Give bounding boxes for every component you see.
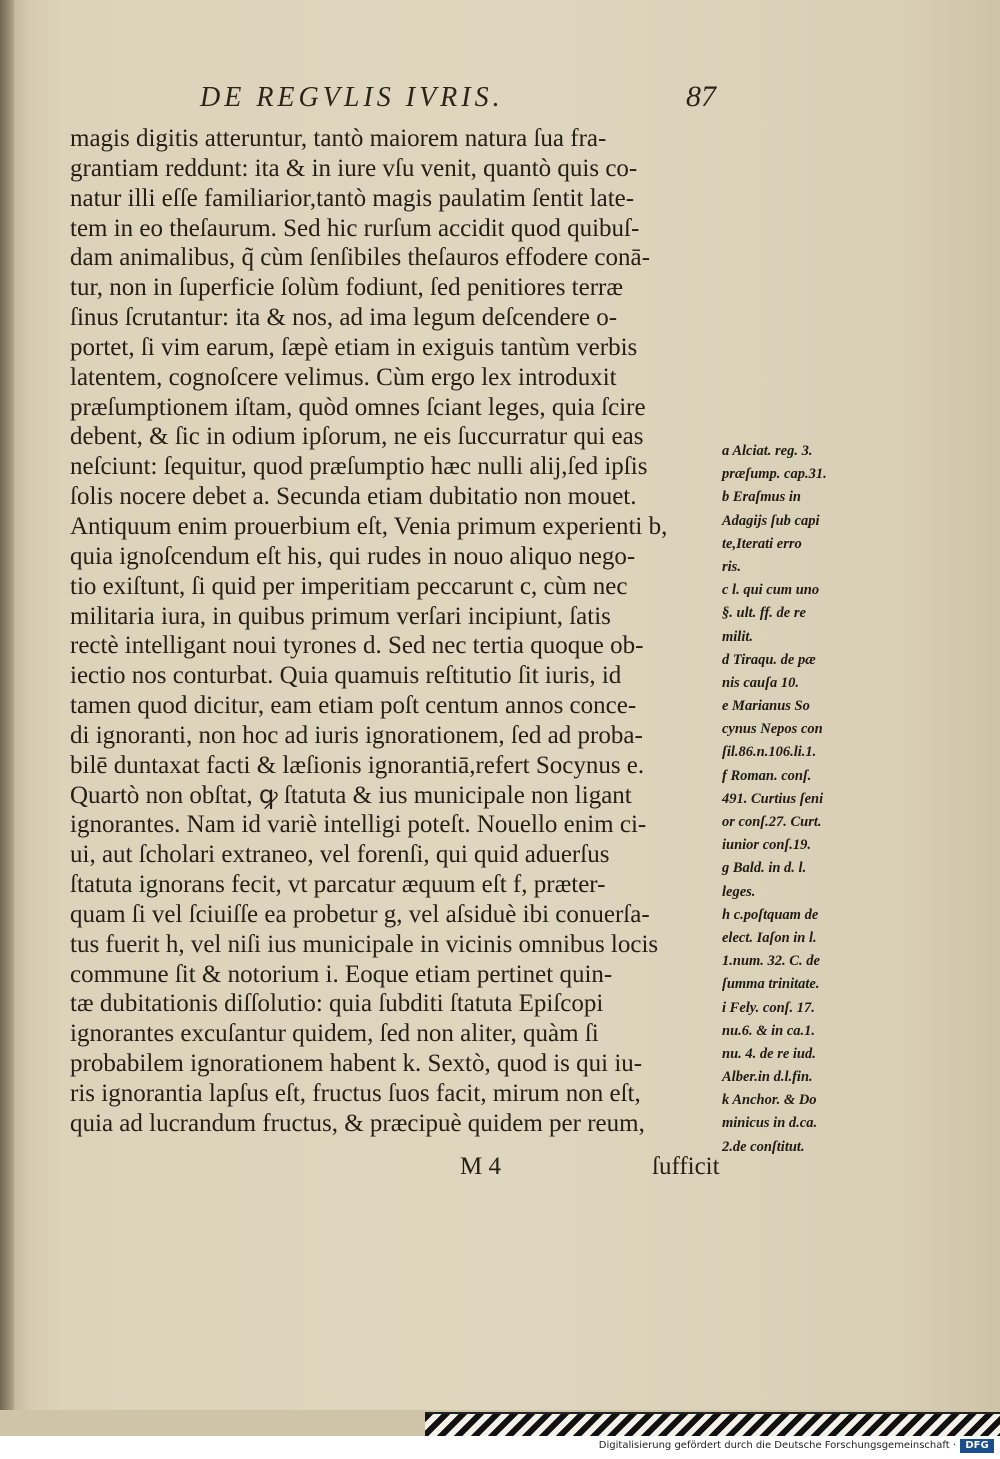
text-line: ui, aut ſcholari extraneo, vel forenſi, qui quid aduerſus (70, 841, 610, 869)
margin-note-line: milit. (722, 628, 754, 645)
text-line: Quartò non obſtat, ꝙ ſtatuta & ius municipale non ligant (70, 781, 632, 809)
text-line: ris ignorantia lapſus eſt, fructus ſuos facit, mirum non eſt, (70, 1080, 641, 1107)
text-line: iectio nos conturbat. Quia quamuis reſtitutio ſit iuris, id (70, 662, 622, 690)
margin-note-line: cynus Nepos con (722, 721, 823, 738)
margin-note-line: f Roman. conſ. (722, 767, 812, 784)
margin-note-line: minicus in d.ca. (722, 1115, 818, 1132)
margin-note-line: h c.poſtquam de (722, 906, 819, 923)
text-line: probabilem ignorationem habent k. Sextò, quod is qui iu- (70, 1050, 643, 1078)
margin-note-line: elect. Iaſon in l. (722, 929, 817, 946)
margin-note-line: g Bald. in d. l. (722, 860, 807, 877)
text-line: tæ dubitationis diſſolutio: quia ſubditi ſtatuta Epiſcopi (70, 990, 604, 1018)
margin-note-line: i Fely. conſ. 17. (722, 999, 815, 1016)
margin-note-line: ſil.86.n.106.li.1. (722, 744, 817, 761)
signature-mark: M 4 (460, 1153, 501, 1180)
margin-note-line: e Marianus So (722, 698, 810, 715)
margin-note-line: iunior conſ.19. (722, 837, 812, 854)
margin-note-line: c l. qui cum uno (722, 582, 820, 599)
marginal-notes (722, 440, 892, 1159)
text-line: quia ad lucrandum fructus, & præcipuè quidem per reum, (70, 1109, 645, 1137)
text-line: tus fuerit h, vel niſi ius municipale in vicinis omnibus locis (70, 930, 659, 958)
text-line: Antiquum enim prouerbium eſt, Venia primum experienti b, (70, 512, 668, 540)
text-line: tem in eo theſaurum. Sed hic rurſum accidit quod quibuſ- (70, 214, 640, 242)
margin-note-line: §. ult. ff. de re (722, 605, 806, 622)
text-line: latentem, cognoſcere velimus. Cùm ergo lex introduxit (70, 363, 617, 391)
text-line: di ignoranti, non hoc ad iuris ignorationem, ſed ad proba- (70, 721, 643, 749)
digitization-credit: Digitalisierung gefördert durch die Deutsche Forschungsgemeinschaft · (598, 1440, 956, 1451)
margin-note-line: d Tiraqu. de pæ (722, 651, 816, 668)
text-line: neſciunt: ſequitur, quod præſumptio hæc nulli alij,ſed ipſis (70, 453, 648, 481)
margin-note-line: k Anchor. & Do (722, 1092, 817, 1109)
page-foot-line (70, 1153, 725, 1183)
text-line: ſtatuta ignorans fecit, vt parcatur æquum eſt f, præter- (70, 871, 606, 899)
margin-note-line: te,Iterati erro (722, 535, 802, 552)
text-line: dam animalibus, q̃ cùm ſenſibiles theſauros effodere conā- (70, 244, 650, 272)
margin-note-line: b Eraſmus in (722, 489, 801, 506)
running-title: DE REGVLIS IVRIS. (200, 82, 504, 113)
text-line: bilē duntaxat facti & læſionis ignorantiā,refert Socynus e. (70, 751, 645, 779)
margin-note-line: leges. (722, 883, 756, 900)
text-line: tamen quod dicitur, eam etiam poſt centum annos conce- (70, 692, 637, 720)
text-line: ignorantes excuſantur quidem, ſed non aliter, quàm ſi (70, 1020, 599, 1048)
text-line: commune ſit & notorium i. Eoque etiam pertinet quin- (70, 960, 613, 988)
text-line: portet, ſi vim earum, ſæpè etiam in exiguis tantùm verbis (70, 333, 638, 361)
margin-note-line: nu. 4. de re iud. (722, 1045, 816, 1062)
text-line: ignorantes. Nam id variè intelligi poteſt. Nouello enim ci- (70, 811, 647, 839)
margin-note-line: Alber.in d.l.fin. (722, 1069, 813, 1086)
text-line: tur, non in ſuperficie ſolùm fodiunt, ſed penitiores terræ (70, 274, 624, 302)
dfg-logo: DFG (960, 1439, 994, 1453)
margin-note-line: Adagijs ſub capi (722, 512, 820, 529)
margin-note-line: ris. (722, 558, 741, 575)
margin-note-line: 1.num. 32. C. de (722, 953, 820, 970)
text-line: militaria iura, in quibus primum verſari incipiunt, ſatis (70, 602, 611, 630)
page-number: 87 (686, 80, 716, 113)
text-line: rectè intelligant noui tyrones d. Sed nec tertia quoque ob- (70, 632, 644, 660)
margin-note-line: nu.6. & in ca.1. (722, 1022, 816, 1039)
margin-note-line: 491. Curtius ſeni (722, 790, 824, 807)
text-line: ſolis nocere debet a. Secunda etiam dubitatio non mouet. (70, 483, 637, 511)
text-line: magis digitis atteruntur, tantò maiorem natura ſua fra- (70, 125, 607, 152)
margin-note-line: nis cauſa 10. (722, 674, 799, 691)
text-line: quam ſi vel ſciuiſſe ea probetur g, vel aſsiduè ibi conuerſa- (70, 900, 650, 928)
text-line: quia ignoſcendum eſt his, qui rudes in nouo aliquo nego- (70, 542, 636, 570)
catchword: ſufficit (652, 1153, 720, 1180)
margin-note-line: præſump. cap.31. (722, 466, 827, 483)
margin-note-line: 2.de conſtitut. (722, 1138, 805, 1155)
text-line: ſinus ſcrutantur: ita & nos, ad ima legum deſcendere o- (70, 304, 618, 332)
scale-ruler (425, 1412, 1000, 1438)
margin-note-line: a Alciat. reg. 3. (722, 443, 813, 459)
text-line: grantiam reddunt: ita & in iure vſu venit, quantò quis co- (70, 154, 638, 182)
text-line: præſumptionem iſtam, quòd omnes ſciant leges, quia ſcire (70, 393, 646, 421)
margin-note-line: or conſ.27. Curt. (722, 814, 822, 830)
margin-note-line: ſumma trinitate. (722, 976, 820, 993)
body-text (70, 124, 725, 1139)
text-line: debent, & ſic in odium ipſorum, ne eis ſuccurratur qui eas (70, 423, 644, 451)
gutter-shadow (0, 0, 14, 1410)
text-line: tio exiſtunt, ſi quid per imperitiam peccarunt c, cùm nec (70, 572, 628, 600)
text-line: natur illi eſſe familiarior,tantò magis paulatim ſentit late- (70, 184, 635, 212)
